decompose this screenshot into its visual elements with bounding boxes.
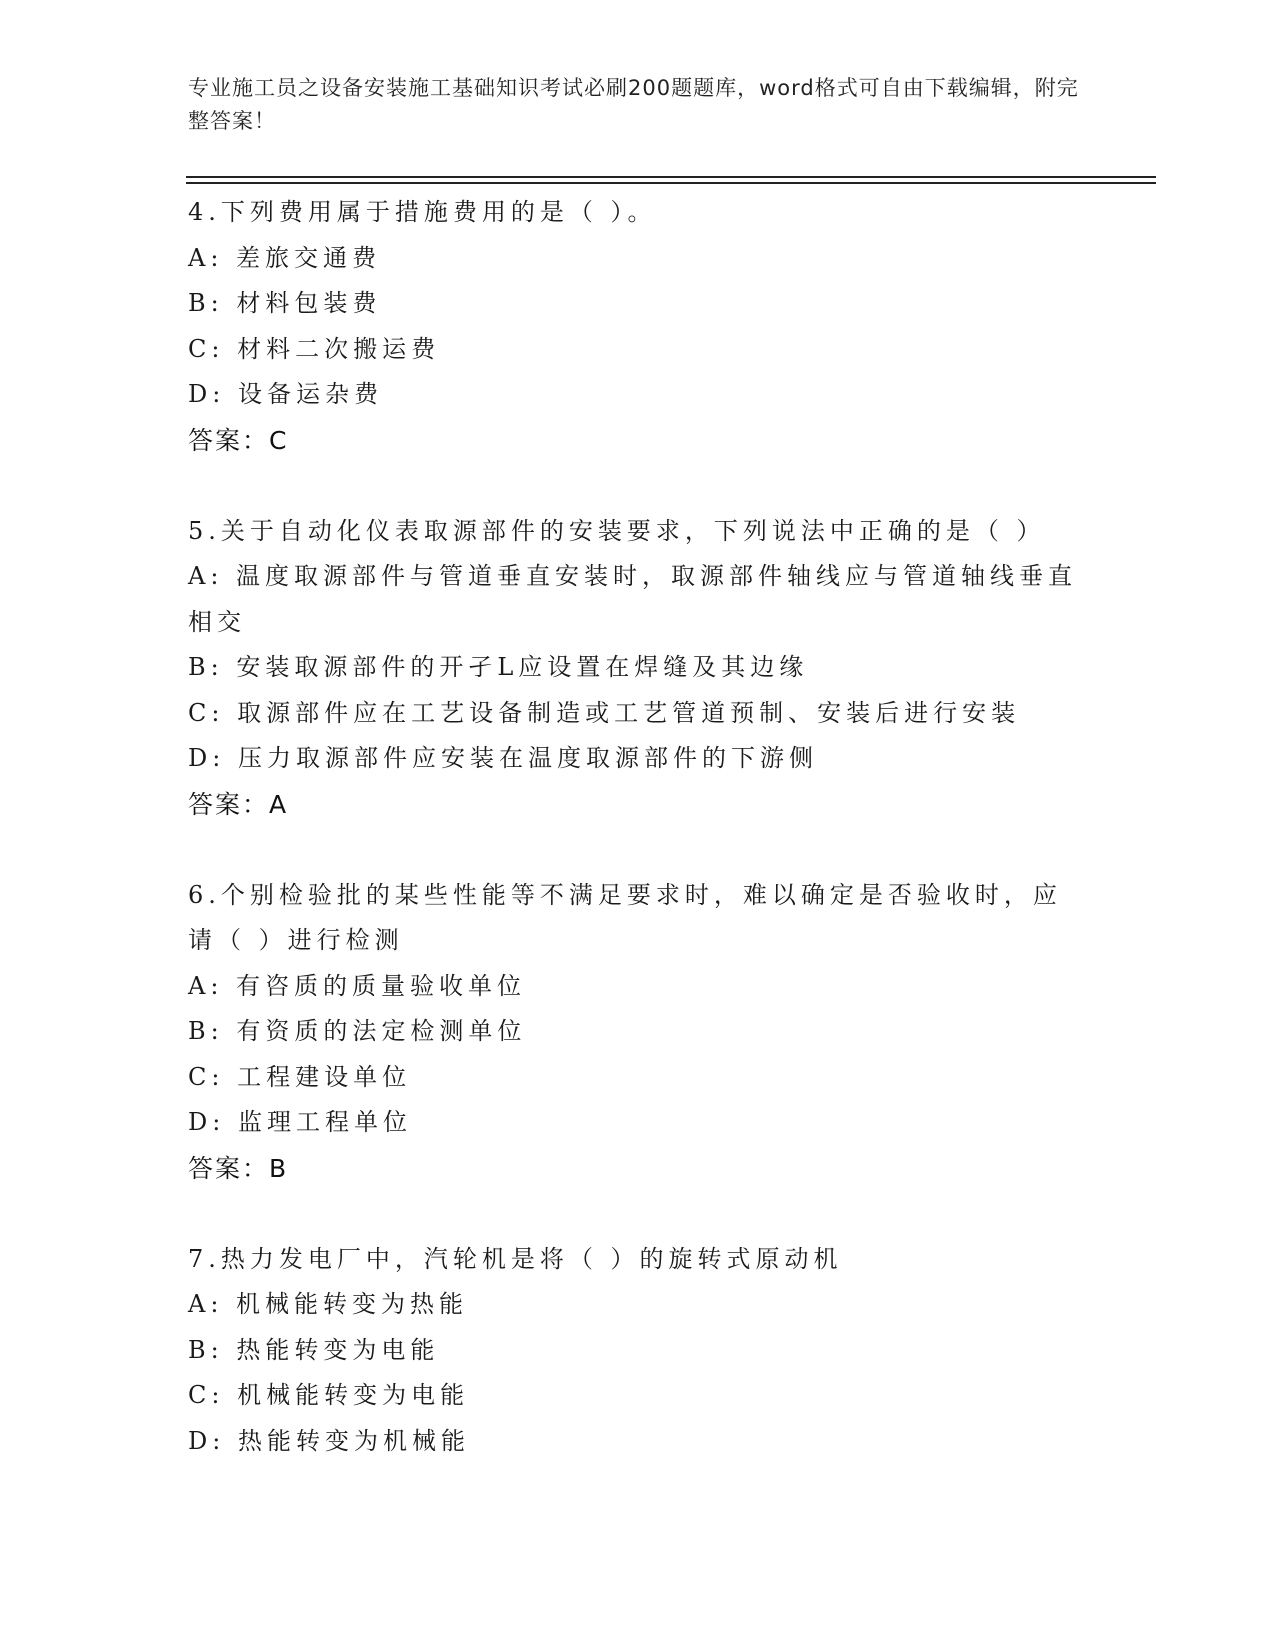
question-spacer <box>188 463 1088 509</box>
option-a: A: 有咨质的质量验收单位 <box>188 971 527 1000</box>
option-c: C: 材料二次搬运费 <box>188 334 441 363</box>
question-6 <box>188 873 1088 1237</box>
option-d: D: 监理工程单位 <box>188 1108 412 1136</box>
question-stem: 6.个别检验批的某些性能等不满足要求时，难以确定是否验收时，应请（ ）进行检测 <box>188 880 1062 954</box>
question-5 <box>188 509 1088 873</box>
option-b: B: 材料包装费 <box>188 289 382 317</box>
question-stem: 5.关于自动化仪表取源部件的安装要求，下列说法中正确的是（ ） <box>188 516 1046 545</box>
question-7 <box>188 1237 1088 1465</box>
option-a: A: 差旅交通费 <box>188 243 382 272</box>
option-d: D: 压力取源部件应安装在温度取源部件的下游侧 <box>188 744 818 772</box>
answer-label: 答案：C <box>188 425 289 455</box>
option-d: D: 设备运杂费 <box>188 380 383 408</box>
option-a: A: 温度取源部件与管道垂直安装时，取源部件轴线应与管道轴线垂直相交 <box>188 562 1078 636</box>
document-header: 专业施工员之设备安装施工基础知识考试必刷200题题库，word格式可自由下载编辑，附完整答案！ <box>188 76 1079 133</box>
question-list <box>188 190 1088 1464</box>
answer-label: 答案：A <box>188 789 289 819</box>
question-spacer <box>188 827 1088 873</box>
question-spacer <box>188 1191 1088 1237</box>
answer-label: 答案：B <box>188 1153 289 1183</box>
header-divider-top <box>186 176 1156 178</box>
header-divider-bottom <box>186 182 1156 184</box>
option-a: A: 机械能转变为热能 <box>188 1290 469 1318</box>
option-c: C: 机械能转变为电能 <box>188 1381 470 1409</box>
question-4 <box>188 190 1088 509</box>
option-b: B: 有资质的法定检测单位 <box>188 1017 527 1045</box>
option-d: D: 热能转变为机械能 <box>188 1426 470 1455</box>
option-c: C: 工程建设单位 <box>188 1062 412 1091</box>
option-b: B: 安装取源部件的开孑L应设置在焊缝及其边缘 <box>188 653 809 681</box>
question-stem: 4.下列费用属于措施费用的是（ ）。 <box>188 198 657 226</box>
option-b: B: 热能转变为电能 <box>188 1335 440 1364</box>
question-stem: 7.热力发电厂中，汽轮机是将（ ）的旋转式原动机 <box>188 1244 843 1273</box>
option-c: C: 取源部件应在工艺设备制造或工艺管道预制、安装后进行安装 <box>188 698 1021 727</box>
